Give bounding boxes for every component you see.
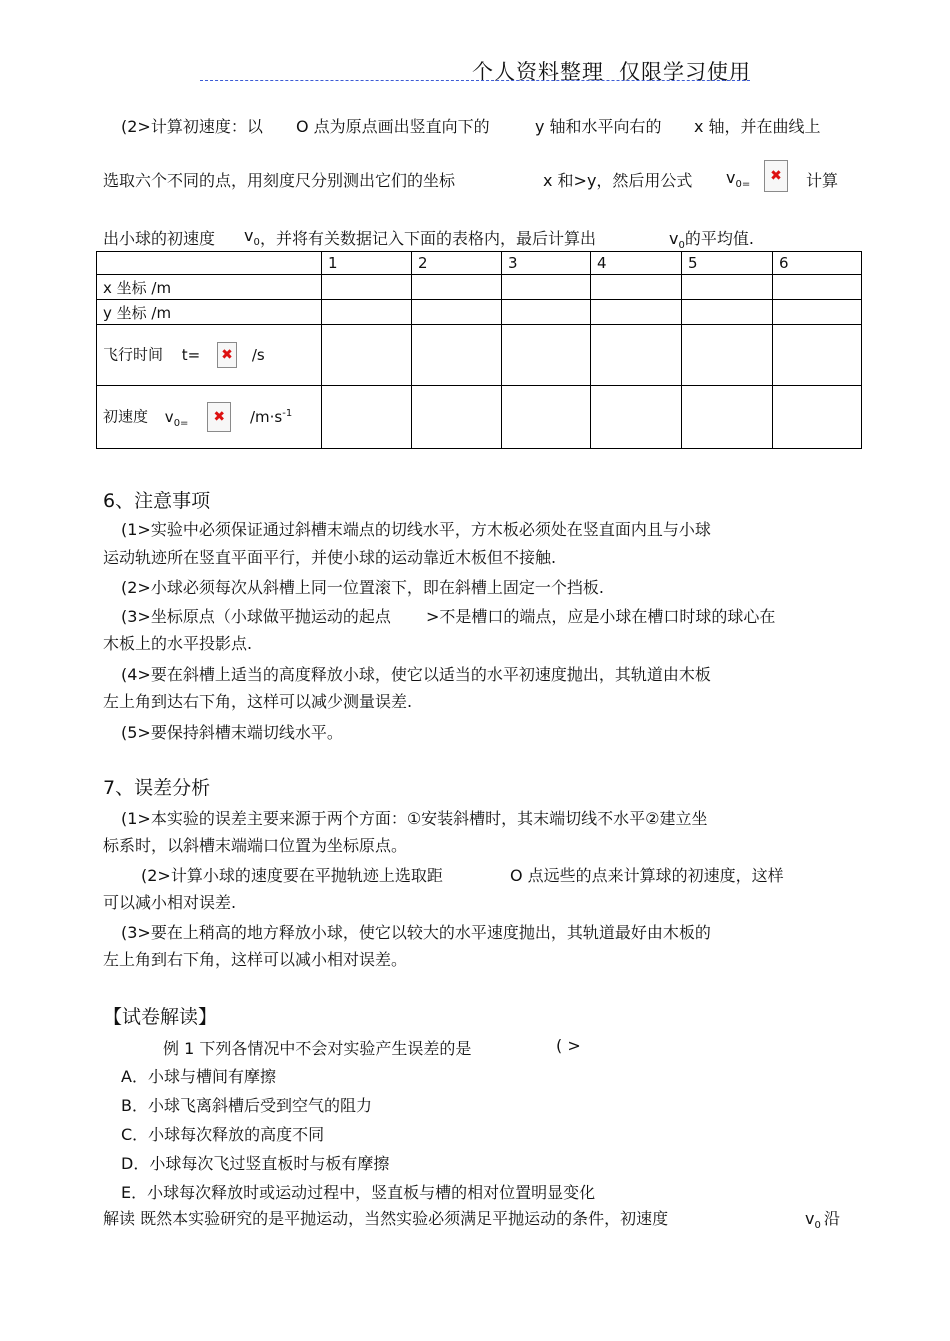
option-d: D．小球每次飞过竖直板时与板有摩擦 xyxy=(121,1154,390,1173)
analysis-tail: $v_0$ 沿 xyxy=(805,1209,840,1232)
section-6-line: (4>要在斜槽上适当的高度释放小球，使它以适当的水平初速度抛出，其轨道由木板 xyxy=(121,665,711,684)
calc-line1-b: O 点为原点画出竖直向下的 xyxy=(296,117,490,136)
section-6-line: (1>实验中必须保证通过斜槽末端点的切线水平，方木板必须处在竖直面内且与小球 xyxy=(121,520,711,539)
table-cell xyxy=(773,386,862,449)
calc-line1-a: (2>计算初速度：以 xyxy=(121,117,263,136)
table-cell xyxy=(322,386,412,449)
section-6-line: 左上角到达右下角，这样可以减少测量误差. xyxy=(103,692,413,711)
calc-line3-v0: $v_0$ xyxy=(244,226,260,249)
table-cell xyxy=(322,325,412,386)
table-header-cell: 3 xyxy=(502,252,591,275)
calc-line3-a: 出小球的初速度 xyxy=(103,229,216,248)
header-left-text: 个人资料整理 xyxy=(472,60,604,84)
time-var: t= xyxy=(181,345,201,364)
row-label-velocity xyxy=(97,386,322,449)
table-cell xyxy=(773,325,862,386)
calc-line1-d: x 轴，并在曲线上 xyxy=(694,117,821,136)
analysis-text: 解读 既然本实验研究的是平抛运动，当然实验必须满足平抛运动的条件，初速度 xyxy=(103,1209,669,1228)
table-cell xyxy=(682,325,773,386)
section-7-line: O 点远些的点来计算球的初速度，这样 xyxy=(510,866,784,885)
calc-line2-d: 计算 xyxy=(806,171,839,190)
header-right-text: 仅限学习使用 xyxy=(619,60,751,84)
example-question: 例 1 下列各情况中不会对实验产生误差的是 xyxy=(163,1039,472,1058)
table-cell xyxy=(322,275,412,300)
table-cell xyxy=(682,300,773,325)
table-cell xyxy=(502,325,591,386)
velocity-var: $v_{0=}$ xyxy=(164,407,189,429)
broken-formula-image-icon: ✖ xyxy=(207,402,231,432)
option-c: C．小球每次释放的高度不同 xyxy=(121,1125,325,1144)
section-6-line: (5>要保持斜槽末端切线水平。 xyxy=(121,723,343,742)
broken-formula-image-icon: ✖ xyxy=(764,160,788,192)
section-7-line: 可以减小相对误差. xyxy=(103,893,237,912)
section-7-line: (2>计算小球的速度要在平抛轨迹上选取距 xyxy=(141,866,443,885)
table-cell xyxy=(591,386,682,449)
section-7-line: 左上角到右下角，这样可以减小相对误差。 xyxy=(103,950,408,969)
table-cell xyxy=(502,275,591,300)
calc-line3-d: $v_0$的平均值. xyxy=(669,229,754,252)
table-header-cell: 5 xyxy=(682,252,773,275)
table-cell xyxy=(322,300,412,325)
option-a: A．小球与槽间有摩擦 xyxy=(121,1067,276,1086)
section-7-line: (3>要在上稍高的地方释放小球，使它以较大的水平速度抛出，其轨道最好由木板的 xyxy=(121,923,711,942)
table-row-x xyxy=(97,275,862,300)
row-label-x: x 坐标 /m xyxy=(97,275,322,300)
time-label: 飞行时间 xyxy=(103,345,164,364)
table-cell xyxy=(502,386,591,449)
option-e: E．小球每次释放时或运动过程中，竖直板与槽的相对位置明显变化 xyxy=(121,1183,596,1202)
header-divider xyxy=(200,80,750,81)
example-answer-bracket: ( > xyxy=(556,1036,581,1055)
calc-line1-c: y 轴和水平向右的 xyxy=(535,117,662,136)
table-header-cell: 2 xyxy=(412,252,502,275)
table-cell xyxy=(412,325,502,386)
broken-formula-image-icon: ✖ xyxy=(217,342,237,368)
table-header-row xyxy=(97,252,862,275)
section-6-line: 运动轨迹所在竖直平面平行，并使小球的运动靠近木板但不接触. xyxy=(103,548,557,567)
table-cell xyxy=(591,275,682,300)
section-6-line: >不是槽口的端点，应是小球在槽口时球的球心在 xyxy=(426,607,776,626)
data-table xyxy=(96,251,862,449)
table-cell xyxy=(412,275,502,300)
row-label-y: y 坐标 /m xyxy=(97,300,322,325)
row-label-time xyxy=(97,325,322,386)
option-b: B．小球飞离斜槽后受到空气的阻力 xyxy=(121,1096,372,1115)
velocity-label: 初速度 xyxy=(103,407,149,426)
time-unit: /s xyxy=(251,345,265,364)
table-cell xyxy=(682,275,773,300)
table-header-cell: 1 xyxy=(322,252,412,275)
section-6-line: 木板上的水平投影点. xyxy=(103,634,253,653)
section-7-line: (1>本实验的误差主要来源于两个方面：①安装斜槽时，其末端切线不水平②建立坐 xyxy=(121,809,708,828)
table-cell xyxy=(412,300,502,325)
section-7-title: 7、误差分析 xyxy=(103,777,211,799)
table-cell xyxy=(773,275,862,300)
table-cell xyxy=(773,300,862,325)
section-6-title: 6、注意事项 xyxy=(103,490,211,512)
table-row-velocity xyxy=(97,386,862,449)
section-6-line: (3>坐标原点（小球做平抛运动的起点 xyxy=(121,607,391,626)
table-cell xyxy=(682,386,773,449)
exam-section-title: 【试卷解读】 xyxy=(103,1006,218,1028)
table-row-y xyxy=(97,300,862,325)
calc-line3-c: ，并将有关数据记入下面的表格内，最后计算出 xyxy=(260,229,597,248)
v0-formula-label: $v_{0=}$ xyxy=(726,168,751,191)
table-cell xyxy=(591,300,682,325)
table-header-cell: 6 xyxy=(773,252,862,275)
table-header-cell xyxy=(97,252,322,275)
calc-line2-b: x 和>y，然后用公式 xyxy=(543,171,693,190)
table-cell xyxy=(502,300,591,325)
section-7-line: 标系时，以斜槽末端端口位置为坐标原点。 xyxy=(103,836,408,855)
table-header-cell: 4 xyxy=(591,252,682,275)
section-6-line: (2>小球必须每次从斜槽上同一位置滚下，即在斜槽上固定一个挡板. xyxy=(121,578,604,597)
velocity-unit: $/m\cdot s^{-1}$ xyxy=(250,407,293,426)
table-cell xyxy=(591,325,682,386)
table-cell xyxy=(412,386,502,449)
table-row-time xyxy=(97,325,862,386)
calc-line2-a: 选取六个不同的点，用刻度尺分别测出它们的坐标 xyxy=(103,171,456,190)
